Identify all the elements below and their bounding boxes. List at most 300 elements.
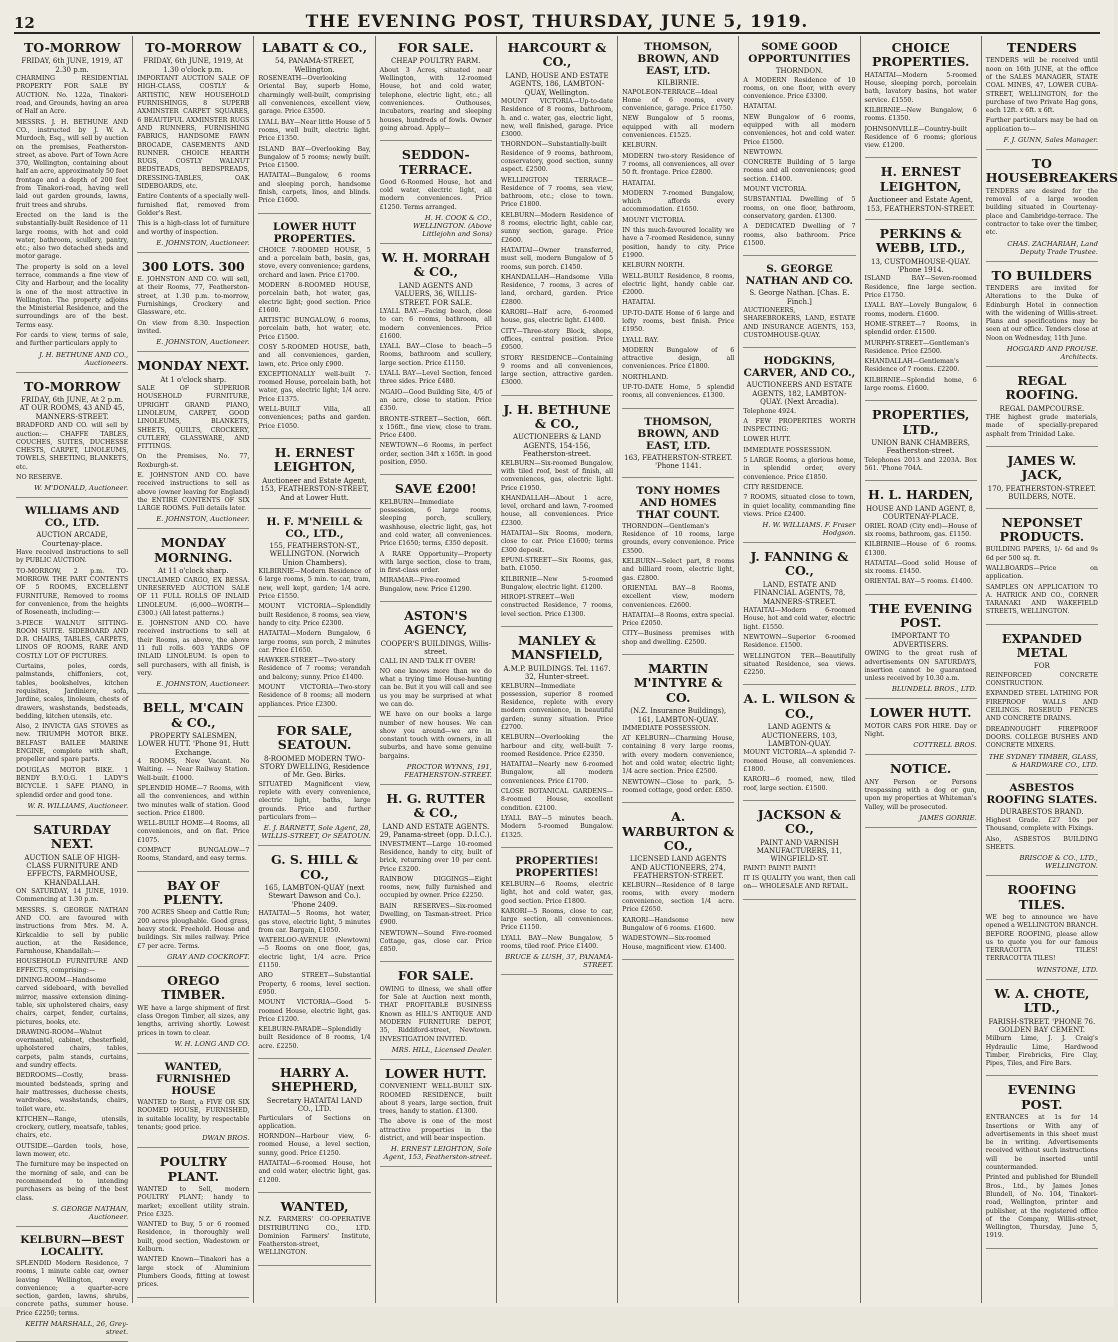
ad-paragraph: CITY RESIDENCE. (743, 483, 804, 491)
ad-body (258, 781, 370, 822)
ad-heading: LOWER HUTT PROPERTIES. (273, 220, 357, 245)
ad-paragraph: KILBIRNIE—New 5-roomed Bungalow, electric light. £1200. (500, 575, 614, 591)
advertisement (985, 152, 1118, 262)
ad-paragraph: KELBURN—Overlooking the harbour and city, well-built 7-roomed Residence. Price £2350. (500, 734, 614, 758)
advertisement (865, 36, 977, 158)
ad-heading: TO-MORROW (23, 40, 121, 55)
ad-body (137, 75, 249, 237)
ad-paragraph: Telephone 4924. (743, 407, 797, 415)
advertisement (865, 403, 977, 481)
ad-subheading: THORNDON. (775, 67, 823, 76)
ad-body (137, 276, 249, 336)
ad-heading: HARCOURT & CO., (507, 40, 607, 70)
ad-paragraph: KILBIRNIE—Splendid home, 6 large rooms. £1600. (864, 376, 977, 393)
advertisement (137, 696, 249, 871)
ad-paragraph: NAPOLEON-TERRACE—Ideal Home of 6 rooms, every convenience, garage. Price £1750. (622, 88, 735, 113)
ad-paragraph: KELBURN—Immediate possession, 6 large rooms, sleeping porch, scullery, washhouse, electric light, gas, hot and cold water, all conveniences. Price £1650; terms, £350 deposit. (379, 498, 492, 548)
advertisement (986, 627, 1098, 775)
ad-body (743, 749, 855, 792)
ad-paragraph: E. JOHNSTON AND CO. have received instructions to sell as above (owner leaving for England) the ENTIRE CONTENTS OF SIX LARGE ROOMS. Full details later. (137, 471, 250, 513)
ad-heading: LABATT & CO., (262, 40, 368, 55)
advertisement (380, 964, 492, 1059)
ad-paragraph: HATAITAI—Six Rooms, modern, close to car. Price £1600; terms £300 deposit. (500, 530, 614, 554)
ad-body (501, 98, 613, 388)
ad-paragraph: Also, 2 INVICTA GAS STOVES as new. TRIUMPH MOTOR BIKE. BELFAST BAILEE MARINE ENGINE, complete with shaft, propeller and spare parts. (16, 723, 129, 764)
ad-paragraph: NEWTOWN—Close to park, 5-roomed cottage, good order. £850. (622, 778, 735, 794)
ad-paragraph: COMPACT BUNGALOW—7 Rooms, Standard, and easy terms. (137, 847, 250, 863)
ad-paragraph: PAINT! PAINT! PAINT! (743, 864, 817, 872)
ad-paragraph: KILBIRNIE—House of 6 rooms. £1300. (864, 541, 977, 557)
ad-paragraph: CITY—Business premises with shop and dwelling. £2500. (622, 630, 735, 646)
ad-heading: W. A. CHOTE, LTD., (994, 985, 1090, 1016)
ad-subheading: At 1 o'clock sharp. (160, 375, 227, 384)
ad-paragraph: MURPHY-STREET—Gentleman's Residence. Price £2500. (864, 339, 970, 355)
newspaper-title: THE EVENING POST, THURSDAY, JUNE 5, 1919. (305, 12, 809, 32)
ad-paragraph: KELBURN. (622, 142, 658, 150)
ad-body (986, 1114, 1098, 1240)
ad-paragraph: KELBURN-PARADE—Splendidly built Residence of 8 rooms, 1/4 acre. £2250. (258, 1026, 371, 1050)
ad-paragraph: KHANDALLAH—Gentleman's Residence of 7 rooms. £2200. (864, 358, 960, 374)
ad-paragraph: On view from 8.30. Inspection invited. (137, 319, 250, 335)
ad-signature: HOGGARD AND PROUSE. Architects. (1006, 345, 1098, 362)
ad-heading: 300 LOTS. 300 (141, 258, 245, 274)
ad-subheading: COOPER'S BUILDINGS, Willis-street. (380, 639, 491, 657)
ad-body (865, 723, 977, 740)
ad-body (16, 1260, 128, 1318)
ad-heading: WILLIAMS AND CO., LTD. (24, 505, 120, 530)
ad-signature: W. H. LONG AND CO. (174, 1039, 250, 1048)
ad-paragraph: THORNDON—Gentleman's Residence of 10 rooms, large grounds, every convenience. Price £3500. (622, 522, 735, 555)
ad-heading: TO HOUSEBREAKERS (985, 156, 1118, 186)
ad-subheading: A.M.P. BUILDINGS. Tel. 1167. 32, Hunter-street. (503, 664, 611, 682)
ad-paragraph: KITCHEN—Range, utensils, crockery, cutlery, meatsafe, tables, chairs, etc. (16, 1115, 129, 1140)
advertisement (501, 398, 613, 627)
ad-heading: HARRY A. SHEPHERD, (271, 1065, 358, 1095)
ad-body (622, 523, 734, 647)
ad-signature: BRISCOE & CO., LTD., WELLINGTON. (1019, 854, 1098, 871)
ad-body (16, 549, 128, 800)
ad-paragraph: ON SATURDAY, 14 JUNE, 1919. Commencing at 1.30 p.m. (16, 888, 129, 904)
ad-signature: W. R. WILLIAMS, Auctioneer. (27, 801, 129, 810)
ad-body (137, 577, 249, 679)
ad-paragraph: NEWTOWN. (743, 148, 783, 156)
ad-paragraph: HATAITAI—Modern Bungalow, 6 large rooms, sun porch, 2 minutes car. Price £1650. (258, 630, 371, 654)
advertisement (622, 480, 734, 655)
ad-paragraph: WANTED Known—Tinakori has a large stock of Aluminium Plumbers Goods, fitting at lowest prices. (137, 1256, 250, 1289)
ad-body (258, 1115, 370, 1185)
advertisement (16, 1229, 128, 1342)
ad-heading: MONDAY NEXT. (137, 358, 250, 374)
ad-signature: E. JOHNSTON, Auctioneer. (156, 515, 250, 524)
ad-paragraph: HOME-STREET—7 Rooms, in splendid order. £1500. (864, 320, 977, 337)
ad-paragraph: WANTED to Rent, a FIVE OR SIX ROOMED HOUSE, FURNISHED, in suitable locality, by respectable tenants; good price. (137, 1099, 250, 1131)
ad-paragraph: CLOSE BOTANICAL GARDENS—8-roomed House, excellent condition. £2100. (500, 788, 614, 812)
ad-paragraph: Good 6-Roomed House, hot and cold water, electric light, all modern conveniences. Price £1250. Terms arranged. (379, 178, 492, 211)
advertisement (380, 1062, 492, 1167)
ad-paragraph: A RARE Opportunity—Property with large section, close to tram, in first-class order. (379, 550, 492, 575)
ad-paragraph: TENDERS are desired for the removal of a large wooden building situated in Courtenay-place and Cambridge-terrace. The contractor to take over the timber, etc. (985, 187, 1098, 237)
advertisement (622, 36, 734, 409)
ad-heading: LOWER HUTT. (384, 1065, 487, 1081)
ad-subheading: CHEAP POULTRY FARM. (391, 57, 481, 66)
ad-paragraph: KILBIRNIE—New Bungalow, 6 rooms. £1350. (864, 106, 977, 123)
ad-heading: J. H. BETHUNE & CO., (503, 401, 611, 432)
advertisement (137, 354, 249, 529)
ad-subheading: S. George Nathan. [Chas. E. Finch.] (749, 289, 850, 306)
ad-body (622, 725, 734, 795)
ad-signature: E. JOHNSTON, Auctioneer. (156, 238, 250, 247)
ad-body (258, 1216, 370, 1257)
ad-heading: TO-MORROW (145, 40, 242, 55)
advertisement (380, 36, 492, 141)
ad-subheading: LICENSED LAND AGENTS AND AUCTIONEERS, 274, FEATHERSTON-STREET. (629, 855, 727, 881)
ad-body (380, 658, 492, 762)
ad-signature: GRAY AND COCKROFT. (166, 952, 250, 961)
ad-paragraph: A FEW PROPERTIES WORTH INSPECTING: (743, 417, 856, 434)
ad-signature: THE SYDNEY TIMBER, GLASS, & HARDWARE CO., LTD. (988, 752, 1098, 769)
ad-paragraph: Entire Contents of a specially well-furnished flat, removed from Golder's Rest. (137, 193, 250, 217)
ad-paragraph: IN this much-favoured locality we have a 7-roomed Residence, sunny position, handy to city. Price £1900. (622, 227, 735, 259)
ad-paragraph: OWING to the great rush of advertisements ON SATURDAYS, insertion cannot be guaranteed unless received by 10.30 a.m. (864, 650, 977, 683)
ad-paragraph: CHOICE 7-ROOMED HOUSE, 5 and a porcelain bath, basin, gas, stove, every convenience; gardens, orchard and lawn. Price £1700. (258, 246, 371, 279)
ad-heading: PROPERTIES, LTD., (871, 407, 970, 437)
ad-paragraph: INVESTMENT—Large 10-roomed Residence, handy to city, built of brick, returning over 10 per cent. Price £3200. (379, 840, 492, 873)
ad-paragraph: HATAITAI—Owner transferred, must sell, modern Bungalow of 5 rooms, sun porch. £1450. (500, 246, 614, 271)
ad-paragraph: EXPANDED STEEL LATHING FOR FIREPROOF WALLS AND CEILINGS. ROSEBUD FENCES AND CONCRETE DRAINS. (985, 690, 1098, 723)
advertisement (986, 777, 1098, 877)
advertisement (501, 850, 613, 976)
ad-body (743, 865, 855, 892)
ad-paragraph: KARORI—6 roomed, new, tiled roof, large section. £1500. (743, 776, 856, 792)
advertisement (622, 805, 734, 960)
ad-subheading: DURABESTOS BRAND. (1000, 807, 1084, 816)
ad-subheading: Auctioneer and Estate Agent, 153, FEATHERSTON-STREET. (866, 196, 975, 213)
ad-body (622, 89, 734, 401)
ad-subheading: PROPERTY SALESMEN, LOWER HUTT. 'Phone 91, Hutt Exchange. (137, 731, 249, 757)
ad-subheading: FARISH-STREET. 'PHONE 76. GOLDEN BAY CEMENT. (988, 1017, 1096, 1034)
ad-paragraph: COSY 5-ROOMED HOUSE, bath, and all conveniences, garden, lawn, etc. Price only £900. (258, 344, 371, 368)
advertisement (380, 604, 492, 785)
advertisement (258, 1195, 370, 1266)
ad-body (743, 607, 855, 677)
ad-heading: HODGKINS, CARVER, AND CO., (743, 355, 856, 380)
advertisement (258, 216, 370, 439)
ad-signature: H. H. COOK & CO., WELLINGTON. (Above Littlejohn and Sons) (413, 214, 492, 239)
ad-heading: SAVE £200! (394, 481, 477, 497)
ad-paragraph: LYALL BAY—Close to beach—5 Rooms, bathroom and scullery, large section. Price £1150. (379, 343, 492, 367)
ad-body (137, 758, 249, 864)
ad-paragraph: NEWTOWN—Superior 6-roomed Residence. £1500. (743, 633, 856, 650)
ad-subheading: AUCTION ARCADE, Courtenay-place. (36, 531, 108, 548)
ad-signature: PROCTOR WYNNS, 191, FEATHERSTON-STREET. (404, 763, 492, 780)
ad-paragraph: BRONTE-STREET—Section, 66ft. x 156ft., fine view, close to tram. Price £400. (379, 415, 492, 440)
ad-subheading: FRIDAY, 6th JUNE, 1919, AT 2.30 p.m. (21, 57, 123, 74)
ad-paragraph: ORIENTAL BAY—8 Rooms, excellent view, modern conveniences. £2600. (622, 584, 735, 609)
ad-paragraph: BEDROOMS—Costly, brass-mounted bedsteads, spring and hair mattresses, duchesse chests, wardrobes, washstands, chairs, toilet ware, etc. (16, 1072, 129, 1113)
masthead (14, 2, 1100, 34)
ad-body (986, 817, 1098, 852)
ad-heading: PERKINS & WEBB, LTD., (875, 225, 966, 256)
ad-paragraph: 4 ROOMS, New Vacant. No Waiting. — Near Railway Station. Well-built. £1000. (137, 758, 250, 782)
ad-subheading: 54, PANAMA-STREET, Wellington. (275, 57, 355, 74)
ad-heading: TO-MORROW (23, 378, 121, 394)
ad-heading: NOTICE. (889, 761, 952, 777)
ad-body (258, 75, 370, 205)
advertisement (16, 818, 128, 1227)
ad-paragraph: TENDERS are invited for Alterations to the Duke of Edinburgh Hotel in connection with the widening of Willis-street. Plans and specifications may be seen at our office. Tenders close at Noon on Wednesday, 11th June. (985, 284, 1098, 342)
ad-paragraph: HATAITAI—Bungalow, 6 rooms and sleeping porch, handsome finish, carpets, linos, and blinds. Price £1600. (258, 172, 371, 205)
ad-paragraph: NORTHLAND. (622, 373, 669, 381)
ad-paragraph: RAINBOW DIGGINGS—Eight rooms, new, fully furnished and occupied by owner. Price £2250. (379, 875, 492, 900)
ad-paragraph: IMMEDIATE POSSESSION. (743, 446, 832, 454)
ad-subheading: FRIDAY, 6th JUNE, 1919, At 1.30 o'clock p.m. (143, 57, 244, 74)
ad-subheading: AUCTIONEERS AND ESTATE AGENTS, 182, LAMBTON-QUAY. (Next Arcadia). (746, 381, 853, 407)
ad-heading: ASTON'S AGENCY, (404, 607, 468, 638)
column-7 (739, 36, 860, 1303)
ad-body (380, 499, 492, 594)
ad-paragraph: KELBURN—Select part, 8 rooms and billiard room, electric light, gas. £2800. (622, 558, 735, 582)
ad-paragraph: Milburn Lime, J. J. Craig's Hydraulic Lime, Hardwood Timber, Firebricks, Fire Clay, Pipes, Tiles, and Fire Bars. (985, 1035, 1098, 1068)
ad-paragraph: WELL-BUILT Villa, all conveniences; paths and garden. Price £1050. (258, 406, 371, 430)
ad-body (622, 882, 734, 952)
ad-heading: W. H. MORRAH & CO., (381, 250, 490, 280)
ad-heading: G. S. HILL & CO., (271, 852, 359, 882)
advertisement (865, 160, 977, 220)
ad-body (865, 779, 977, 812)
ad-heading: S. GEORGE NATHAN AND CO. (745, 263, 854, 288)
ad-body (16, 75, 128, 349)
ad-signature: H. ERNEST LEIGHTON, Sole Agent, 153, Featherston-street. (383, 1145, 492, 1162)
ad-heading: H. ERNEST LEIGHTON, (273, 444, 356, 475)
ad-paragraph: KELBURN—Modern Residence of 8 rooms, electric light, cable car, sunny section, garage. Price £2600. (500, 211, 614, 244)
ad-subheading: FOR (1033, 662, 1050, 671)
ad-paragraph: LYALL BAY—Level Section, fenced three sides. Price £480. (379, 370, 492, 386)
advertisement (137, 874, 249, 967)
advertisement (380, 143, 492, 244)
ad-paragraph: HOUSEHOLD FURNITURE AND EFFECTS, comprising:— (16, 958, 129, 974)
ad-paragraph: HATAITAI—Good solid House of six rooms. £1450. (864, 559, 977, 576)
ad-heading: THOMSON, BROWN, AND EAST, LTD. (637, 415, 720, 452)
ad-paragraph: 3-PIECE WALNUT SITTING-ROOM SUITE. SIDEBOARD AND D.R. CHAIRS, TABLES, CARPETS, LINOS OF ROOMS, RARE AND COSTLY LOT OF PICTURES. (16, 619, 129, 660)
ad-signature: BLUNDELL BROS., LTD. (891, 685, 977, 694)
ad-paragraph: SPLENDID HOME—7 Rooms, with all the conveniences, and within two minutes walk of station. Good section. Price £1800. (137, 784, 250, 817)
ad-paragraph: ISLAND BAY—Overlooking Bay, Bungalow of 5 rooms; newly built. Price £1500. (258, 145, 371, 170)
ad-body (743, 307, 855, 340)
ad-body (986, 188, 1098, 238)
ad-heading: EVENING POST. (1007, 1082, 1076, 1112)
ad-paragraph: THE highest grade materials, made of specially-prepared asphalt from Trinidad Lake. (985, 414, 1098, 438)
advertisement (865, 757, 977, 828)
ad-paragraph: MOUNT VICTORIA. (743, 186, 807, 194)
ad-paragraph: REINFORCED CONCRETE CONSTRUCTION. (985, 671, 1098, 688)
advertisement (258, 441, 370, 509)
advertisement (137, 1056, 249, 1148)
ad-paragraph: A DEDICATED Dwelling of 7 rooms, also bathroom. Price £1500. (743, 223, 856, 247)
ad-heading: J. FANNING & CO., (750, 549, 849, 579)
advertisement (865, 483, 977, 594)
ad-paragraph: STORY RESIDENCE—Containing 9 rooms and all conveniences, large section, attractive garden. £3000. (500, 354, 614, 387)
ad-paragraph: 5 LARGE Rooms, a glorious home, in splendid order, every convenience. Price £1850. (743, 457, 856, 481)
ad-paragraph: HIROPI-STREET—Well constructed Residence, 7 rooms, level section. Price £1300. (500, 594, 614, 618)
ad-paragraph: DINING-ROOM—Handsome carved sideboard, with bevelled mirror, massive extension dining-table, six upholstered chairs, easy chairs, carpet, fender, curtains, pictures, books, etc. (16, 977, 129, 1026)
ad-subheading: LAND, HOUSE AND ESTATE AGENTS, 186, LAMBTON-QUAY, Wellington. (505, 71, 609, 97)
advertisement (743, 545, 855, 685)
ad-body (137, 385, 249, 513)
ad-subheading: 165, LAMBTON-QUAY (next Stewart Dawson and Co.). 'Phone 2409. (264, 884, 365, 909)
ad-paragraph: Further particulars may be had on application to— (985, 117, 1098, 133)
ad-body (986, 1035, 1098, 1068)
ad-paragraph: Highest Grade. £27 10s per Thousand, complete with Fixings. (985, 817, 1098, 833)
ad-paragraph: SALE OF SUPERIOR HOUSEHOLD FURNITURE, UPRIGHT GRAND PIANO, LINOLEUM, CARPET, GOOD LINOLEUMS, BLANKETS, SHEETS, QUILTS, CROCKERY, CUTLERY, GLASSWARE, AND FITTINGS. (137, 385, 250, 451)
ad-paragraph: EXCEPTIONALLY well-built 7-roomed House, porcelain bath, hot water, gas, electric light; 1/4 acre. Price £1375. (258, 370, 371, 403)
ad-body (501, 460, 613, 619)
advertisement (258, 1061, 370, 1193)
ad-paragraph: Have received instructions to sell by PUBLIC AUCTION. (16, 549, 129, 565)
ad-paragraph: Also, ASBESTOS BUILDING SHEETS. (985, 835, 1098, 851)
ad-paragraph: KELBURN—Residence of 8 large rooms, with every modern convenience, section 1/4 acre. Price £2650. (622, 881, 735, 914)
ad-paragraph: HATAITAI—5 Rooms, hot water, gas stove, electric light, 5 minutes from car. Bargain, £1050. (258, 910, 371, 934)
ad-body (380, 179, 492, 212)
ad-paragraph: KELBURN—Immediate possession, superior 8 roomed Residence, replete with every modern convenience, in beautiful garden; sunny situation. Price £2700. (500, 682, 614, 731)
ad-subheading: LAND AGENTS & AUCTIONEERS, 103, LAMBTON-QUAY. (761, 723, 838, 748)
ad-body (986, 672, 1098, 751)
ad-paragraph: MODERN 8-ROOMED HOUSE, porcelain bath, hot water, gas, electric light; good section. Price £1600. (258, 281, 371, 314)
ad-signature: WINSTONE, LTD. (1036, 965, 1098, 974)
ad-paragraph: LYALL BAY—Near little House of 5 rooms, well built, electric light. Price £1350. (258, 118, 371, 143)
ad-body (380, 841, 492, 955)
ad-paragraph: N.Z. FARMERS' CO-OPERATIVE DISTRIBUTING CO., LTD. Dominion Farmers' Institute, Featherston-street, WELLINGTON. (258, 1216, 371, 1257)
ad-subheading: LAND AND ESTATE AGENTS. 29, Panama-street (opp. D.I.C.). (379, 822, 492, 840)
ad-paragraph: SITUATED Magnificent view, replete with every convenience, electric light, baths, large grounds. Price and further particulars from— (258, 780, 371, 822)
column-2 (133, 36, 254, 1303)
ad-paragraph: WADESTOWN—Six-roomed House, magnificent view. £1400. (622, 935, 727, 951)
ad-paragraph: OUTSIDE—Garden tools, hose, lawn mower, etc. (16, 1142, 129, 1159)
ad-paragraph: Curtains, poles, cords, palmstands, chiffoniers, cot, tables, bookshelves, kitchen requisites, Jardiniere, sofa, Jardine, scales, linoleum, chests of drawers, washstands, bedsteads, bedding, kitchen utensils, etc. (16, 663, 129, 720)
advertisement (258, 719, 370, 846)
advertisement (986, 511, 1098, 625)
ad-heading: WANTED, (280, 1198, 349, 1214)
ad-paragraph: E. JOHNSTON AND CO. have received instructions to sell at their Rooms, as above, the above 11 full rolls. 603 YARDS OF INLAID LINOLEUM. Is open to sell purchasers, with all finish, is very. (137, 620, 250, 677)
ad-heading: THE EVENING POST. (869, 600, 973, 631)
advertisement (986, 878, 1098, 980)
ad-signature: COTTRELL BROS. (913, 741, 977, 750)
ad-paragraph: NGAIO—Good Building Site, 4/5 of an acre, close to station. Price £350. (379, 388, 492, 413)
ad-signature: E. JOHNSTON, Auctioneer. (156, 680, 250, 689)
ad-paragraph: HORNDON—Harbour view, 6-roomed House, a level section, sunny, good. Price £1250. (258, 1133, 371, 1157)
ad-heading: REGAL ROOFING. (1005, 373, 1079, 403)
ad-paragraph: LYALL BAY.—Facing beach, close to car; 6 rooms, bathroom, all modern conveniences. Price £1600. (379, 308, 492, 340)
ad-paragraph: Printed and published for Blundell Bros., Ltd., by James Jones Blundell, of No. 104, Tinakori-road, Wellington, printer and publisher, at the registered office of the Company, Willis-street, Wellington, Thursday, June 5, 1919. (985, 1174, 1098, 1240)
ad-paragraph: CONVENIENT WELL-BUILT SIX-ROOMED RESIDENCE, built about 8 years, large section, fruit trees, handy to station. £1300. (379, 1083, 492, 1116)
advertisement (258, 848, 370, 1059)
ad-body (986, 546, 1098, 616)
ad-paragraph: About 3 Acres, situated near Wellington, with 12-roomed House, hot and cold water, telephone, electric light, etc.; all conveniences. Outhouses, incubators, rearing and sleeping houses, hundreds of fowls. Owner going abroad. Apply— (379, 66, 492, 132)
ad-paragraph: MOUNT VICTORIA—Splendidly built Residence, 8 rooms, sea view, handy to city. Price £2300. (258, 603, 371, 627)
ad-signature: MRS. HILL, Licensed Dealer. (391, 1045, 492, 1054)
ad-paragraph: NEWTOWN—Sound Five-roomed Cottage, gas, close car. Price £850. (379, 929, 492, 954)
ad-paragraph: WE beg to announce we have opened a WELLINGTON BRANCH. BEFORE ROOFING, please allow us to quote you for our famous TERRACOTTA TILES! TERRACOTTA TILES! (985, 913, 1098, 963)
ad-heading: CHOICE PROPERTIES. (871, 40, 970, 70)
advertisement (743, 803, 855, 900)
ad-paragraph: HATAITAI—Nearly new 6-roomed Bungalow, all modern conveniences. Price £1700. (500, 761, 614, 785)
ad-body (380, 67, 492, 133)
ad-paragraph: IT IS QUALITY you want, then call on— WHOLESALE AND RETAIL. (743, 875, 856, 891)
ad-paragraph: BRADFORD AND CO. will sell by auction:— CHAFFE TABLES, COUCHES, SUITES, DUCHESSE CHESTS, CARPET, LINOLEUMS, TOWELS, SHEETING, BLANKETS, etc. (16, 422, 129, 471)
advertisement (380, 787, 492, 962)
ad-paragraph: ISLAND BAY—Seven-roomed Residence, fine large section. Price £1750. (864, 275, 977, 300)
ad-subheading: Auctioneer and Estate Agent, 153, FEATHERSTON-STREET, And at Lower Hutt. (260, 476, 369, 502)
ad-subheading: LAND, ESTATE AND FINANCIAL AGENTS, 78, MANNERS-STREET. (753, 580, 846, 606)
ad-subheading: IMPORTANT TO ADVERTISERS. (891, 632, 950, 649)
ad-paragraph: THORNDON—Substantially-built Residence of 9 rooms, bathroom, conservatory, good section, sunny aspect. £2500. (500, 141, 614, 174)
ad-heading: OREGO TIMBER. (161, 972, 226, 1003)
ad-body (258, 568, 370, 709)
advertisement (501, 629, 613, 848)
ad-heading: FOR SALE. (397, 968, 474, 984)
ad-paragraph: UP-TO-DATE Home, 5 splendid rooms, all conveniences. £1300. (622, 384, 735, 400)
ad-paragraph: KARORI—Handsome new Bungalow of 6 rooms. £1600. (622, 916, 735, 933)
column-6 (618, 36, 739, 1303)
ad-body (137, 1005, 249, 1038)
ad-heading: MONDAY MORNING. (154, 535, 233, 565)
ad-heading: ASBESTOS ROOFING SLATES. (986, 781, 1098, 806)
ad-body (258, 247, 370, 431)
ad-paragraph: MODERN Bungalow of 6 attractive design, all conveniences. Price £1800. (622, 346, 735, 371)
columns-container (12, 36, 1118, 1336)
ad-paragraph: CHARMING RESIDENTIAL PROPERTY FOR SALE BY AUCTION. No. 122a, Tinakori-road, and Grounds, having an area of Half an Acre. (16, 75, 129, 116)
ad-paragraph: SPLENDID Modern Residence, 7 rooms, 1 minute cable car, owner leaving Wellington, every convenience; a quarter-acre section, garden, lawns, shrubs, concrete paths, summer house. Price £2250; terms. (16, 1259, 129, 1317)
ad-heading: NEPONSET PRODUCTS. (999, 514, 1085, 544)
ad-paragraph: ANY Person or Persons trespassing with a dog or gun, upon my properties at Whiteman's Valley, will be prosecuted. (864, 778, 977, 811)
ad-paragraph: CALL IN AND TALK IT OVER! (379, 657, 476, 665)
ad-paragraph: SUBSTANTIAL Dwelling of 5 rooms, on one floor, bathroom, conservatory, garden. £1300. (743, 196, 856, 220)
ad-heading: KELBURN—BEST LOCALITY. (20, 1233, 124, 1258)
ad-subheading: FRIDAY, 6th JUNE, At 2 p.m. AT OUR ROOMS, 43 AND 45, MANNERS-STREET. (19, 396, 125, 421)
ad-heading: TENDERS (1006, 40, 1077, 55)
column-3 (254, 36, 375, 1303)
ad-paragraph: The above is one of the most attractive properties in the district, and will bear inspection. (379, 1118, 492, 1143)
ad-signature: F. J. GUNN, Sales Manager. (1003, 136, 1098, 145)
advertisement (137, 1150, 249, 1297)
ad-body (865, 650, 977, 683)
ad-signature: JAMES GORRIE. (919, 813, 977, 822)
ad-subheading: Secretary HATAITAI LAND CO., LTD. (266, 1096, 363, 1114)
ad-paragraph: KARORI—5 Rooms, close to car, large section, all conveniences. Price £1150. (500, 907, 614, 932)
ad-paragraph: ORIEL ROAD (City end)—House of six rooms, bathroom, gas. £1150. (864, 522, 977, 538)
advertisement (380, 246, 492, 475)
column-1 (12, 36, 133, 1336)
advertisement (622, 657, 734, 803)
advertisement (743, 350, 855, 543)
ad-heading: A. L. WILSON & CO., (743, 691, 856, 721)
ad-heading: EXPANDED METAL (1001, 630, 1082, 661)
ad-heading: H. L. HARDEN, (868, 487, 974, 503)
ad-paragraph: HATAITAI—6-roomed House, hot and cold water, electric light, gas. £1200. (258, 1160, 371, 1184)
ad-paragraph: LYALL BAY. (622, 336, 659, 344)
ad-paragraph: The property is sold on a level terrace, commands a fine view of City and Harbour, and the locality is one of the most attractive in Wellington. The property adjoins the Ministerial Residence, and the surroundings are of the best. Terms easy. (16, 263, 129, 329)
ad-paragraph: WELLINGTON TER—Beautifully situated Residence, sea views. £2250. (743, 652, 856, 677)
ad-heading: SEDDON-TERRACE. (399, 147, 473, 177)
ad-paragraph: TENDERS will be received until noon on 16th JUNE, at the office of the SALES MANAGER, STATE COAL MINES, 47, LOWER CUBA-STREET, WELLINGTON, for the purchase of two Private Hag gons, each 12ft. x 6ft. x 6ft. (985, 57, 1098, 115)
ad-heading: SOME GOOD OPPORTUNITIES (748, 41, 851, 66)
ad-paragraph: BUILDING PAPERS, 1/- 6d and 9s 6d per 500 sq. ft. (985, 546, 1098, 562)
ad-signature: S. GEORGE NATHAN, Auctioneer. (52, 1204, 129, 1221)
ad-paragraph: NEW Bungalow of 5 rooms, equipped with all modern conveniences. £1525. (622, 115, 735, 140)
ad-paragraph: MODERN 7-roomed Bungalow, which affords every accommodation. £1650. (622, 189, 735, 214)
ad-heading: THOMSON, BROWN, AND EAST, LTD. (637, 41, 720, 78)
ad-body (743, 77, 855, 249)
advertisement (865, 701, 977, 755)
